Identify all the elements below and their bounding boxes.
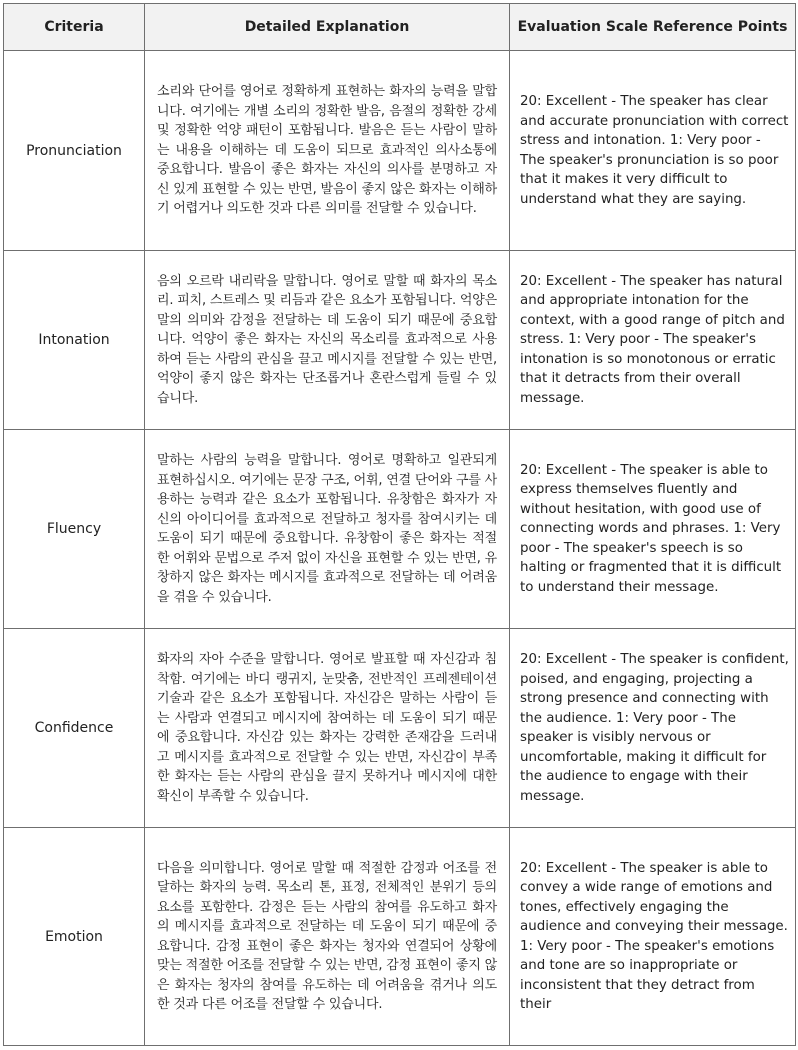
scale-cell: 20: Excellent - The speaker is able to convey a wide range of emotions and tones, effectively engaging the audience and conveying their message. 1: Very poor - The speaker's emotions and tone are so inappropriate or inconsistent that they detract from their <box>510 828 796 1046</box>
scale-cell: 20: Excellent - The speaker has natural and appropriate intonation for the context, with a good range of pitch and stress. 1: Very poor - The speaker's intonation is so monotonous or erratic that it detracts from their overall message. <box>510 251 796 430</box>
header-row <box>4 4 796 51</box>
table-row-fluency <box>4 430 796 629</box>
scale-cell: 20: Excellent - The speaker is able to express themselves fluently and without hesitation, with good use of connecting words and phrases. 1: Very poor - The speaker's speech is so halting or fragmented that it is difficult to understand their message. <box>510 430 796 629</box>
explanation-cell: 소리와 단어를 영어로 정확하게 표현하는 화자의 능력을 말합니다. 여기에는 개별 소리의 정확한 발음, 음절의 정확한 강세 및 정확한 억양 패턴이 포함됩니다. 발음은 듣는 사람이 말하는 내용을 이해하는 데 도움이 되므로 효과적인 의사소통에 중요합니다. 발음이 좋은 화자는 자신의 의사를 분명하고 자신 있게 표현할 수 있는 반면, 발음이 좋지 않은 화자는 이해하기 어렵거나 의도한 것과 다른 의미를 전달할 수 있습니다. <box>145 51 510 251</box>
explanation-cell: 음의 오르락 내리락을 말합니다. 영어로 말할 때 화자의 목소리. 피치, 스트레스 및 리듬과 같은 요소가 포함됩니다. 억양은 말의 의미와 감정을 전달하는 데 도움이 되기 때문에 중요합니다. 억양이 좋은 화자는 자신의 목소리를 효과적으로 사용하여 듣는 사람의 관심을 끌고 메시지를 전달할 수 있는 반면, 억양이 좋지 않은 화자는 단조롭거나 혼란스럽게 들릴 수 있습니다. <box>145 251 510 430</box>
criteria-cell: Pronunciation <box>4 51 145 251</box>
table-row-intonation <box>4 251 796 430</box>
criteria-cell: Emotion <box>4 828 145 1046</box>
criteria-cell: Confidence <box>4 629 145 828</box>
table-row-pronunciation <box>4 51 796 251</box>
explanation-cell: 다음을 의미합니다. 영어로 말할 때 적절한 감정과 어조를 전달하는 화자의 능력. 목소리 톤, 표정, 전체적인 분위기 등의 요소를 포함한다. 감정은 듣는 사람의 참여를 유도하고 화자의 메시지를 효과적으로 전달하는 데 도움이 되기 때문에 중요합니다. 감정 표현이 좋은 화자는 청자와 연결되어 상황에 맞는 적절한 어조를 전달할 수 있는 반면, 감정 표현이 좋지 않은 화자는 청자의 참여를 유도하는 데 어려움을 겪거나 의도한 것과 다른 어조를 전달할 수 있습니다. <box>145 828 510 1046</box>
explanation-cell: 화자의 자아 수준을 말합니다. 영어로 발표할 때 자신감과 침착함. 여기에는 바디 랭귀지, 눈맞춤, 전반적인 프레젠테이션 기술과 같은 요소가 포함됩니다. 자신감은 말하는 사람이 듣는 사람과 연결되고 메시지에 참여하는 데 도움이 되기 때문에 중요합니다. 자신감 있는 화자는 강력한 존재감을 드러내고 메시지를 효과적으로 전달할 수 있는 반면, 자신감이 부족한 화자는 듣는 사람의 관심을 끌지 못하거나 메시지에 대한 확신이 부족할 수 있습니다. <box>145 629 510 828</box>
evaluation-table <box>3 3 796 1046</box>
table-row-emotion <box>4 828 796 1046</box>
explanation-cell: 말하는 사람의 능력을 말합니다. 영어로 명확하고 일관되게 표현하십시오. 여기에는 문장 구조, 어휘, 연결 단어와 구를 사용하는 능력과 같은 요소가 포함됩니다. 유창함은 화자가 자신의 아이디어를 효과적으로 전달하고 청자를 참여시키는 데 도움이 되기 때문에 중요합니다. 유창함이 좋은 화자는 적절한 어휘와 문법으로 주저 없이 자신을 표현할 수 있는 반면, 유창하지 않은 화자는 메시지를 효과적으로 전달하는 데 어려움을 겪을 수 있습니다. <box>145 430 510 629</box>
criteria-cell: Intonation <box>4 251 145 430</box>
criteria-cell: Fluency <box>4 430 145 629</box>
scale-cell: 20: Excellent - The speaker has clear and accurate pronunciation with correct stress and intonation. 1: Very poor - The speaker's pronunciation is so poor that it makes it very difficult to understand what they are saying. <box>510 51 796 251</box>
header-detailed-explanation: Detailed Explanation <box>145 4 510 51</box>
table-row-confidence <box>4 629 796 828</box>
scale-cell: 20: Excellent - The speaker is confident, poised, and engaging, projecting a strong presence and connecting with the audience. 1: Very poor - The speaker is visibly nervous or uncomfortable, making it difficult for the audience to engage with their message. <box>510 629 796 828</box>
header-criteria: Criteria <box>4 4 145 51</box>
header-evaluation-scale: Evaluation Scale Reference Points <box>510 4 796 51</box>
